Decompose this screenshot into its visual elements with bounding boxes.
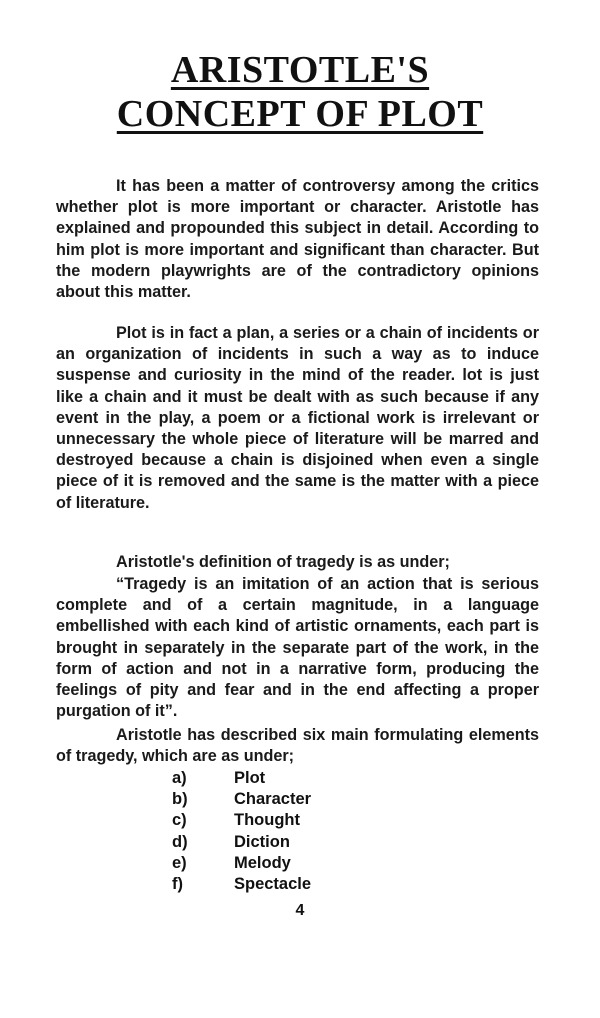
list-marker: d) xyxy=(172,832,188,851)
list-label: Spectacle xyxy=(234,875,312,894)
paragraph-plot-definition: Plot is in fact a plan, a series or a chain of incidents or an organization of incidents in such a way as to induce suspense and curiosity in the mind of the reader. lot is just like a chain and it must be dealt with as such because if any event in the play, a poem or a fictional work is irrelevant or unnecessary the whole piece of literature will be marred and destroyed because a chain is disjoined when even a single piece of it is removed and the same is the matter with a piece of literature. xyxy=(56,324,539,512)
list-item xyxy=(172,832,311,853)
list-item xyxy=(172,768,311,789)
list-item xyxy=(172,874,311,895)
list-item xyxy=(172,810,311,831)
paragraph-tragedy-quote: “Tragedy is an imitation of an action that is serious complete and of a certain magnitude, in a language embellished with each kind of artistic ornaments, each part is brought in separately in the separate part of the work, in the form of action and not in a narrative form, producing the feelings of pity and fear and in the end affecting a proper purgation of it”. xyxy=(56,575,539,721)
list-label: Thought xyxy=(234,811,300,830)
list-marker: f) xyxy=(172,875,183,894)
list-marker: e) xyxy=(172,853,187,872)
page-title-line-1: ARISTOTLE'S xyxy=(170,49,430,91)
list-label: Melody xyxy=(234,853,291,872)
list-item xyxy=(172,789,311,810)
list-label: Plot xyxy=(234,769,266,787)
list-marker: a) xyxy=(172,769,187,787)
paragraph-elements-intro: Aristotle has described six main formulating elements of tragedy, which are as under; xyxy=(56,726,539,766)
paragraph-intro: It has been a matter of controversy among the critics whether plot is more important or character. Aristotle has explained and propounded this subject in detail. According to him plot is more important and significant than character. But the modern playwrights are of the contradictory opinions about this matter. xyxy=(56,177,539,302)
page-title-line-2: CONCEPT OF PLOT xyxy=(116,93,484,135)
list-marker: c) xyxy=(172,811,187,830)
paragraph-tragedy-intro: Aristotle's definition of tragedy is as under; xyxy=(116,553,450,571)
list-label: Character xyxy=(234,790,312,809)
list-marker: b) xyxy=(172,790,188,809)
list-label: Diction xyxy=(234,832,290,851)
tragedy-elements-list xyxy=(172,768,311,895)
list-item xyxy=(172,853,311,874)
page-number: 4 xyxy=(295,902,305,919)
